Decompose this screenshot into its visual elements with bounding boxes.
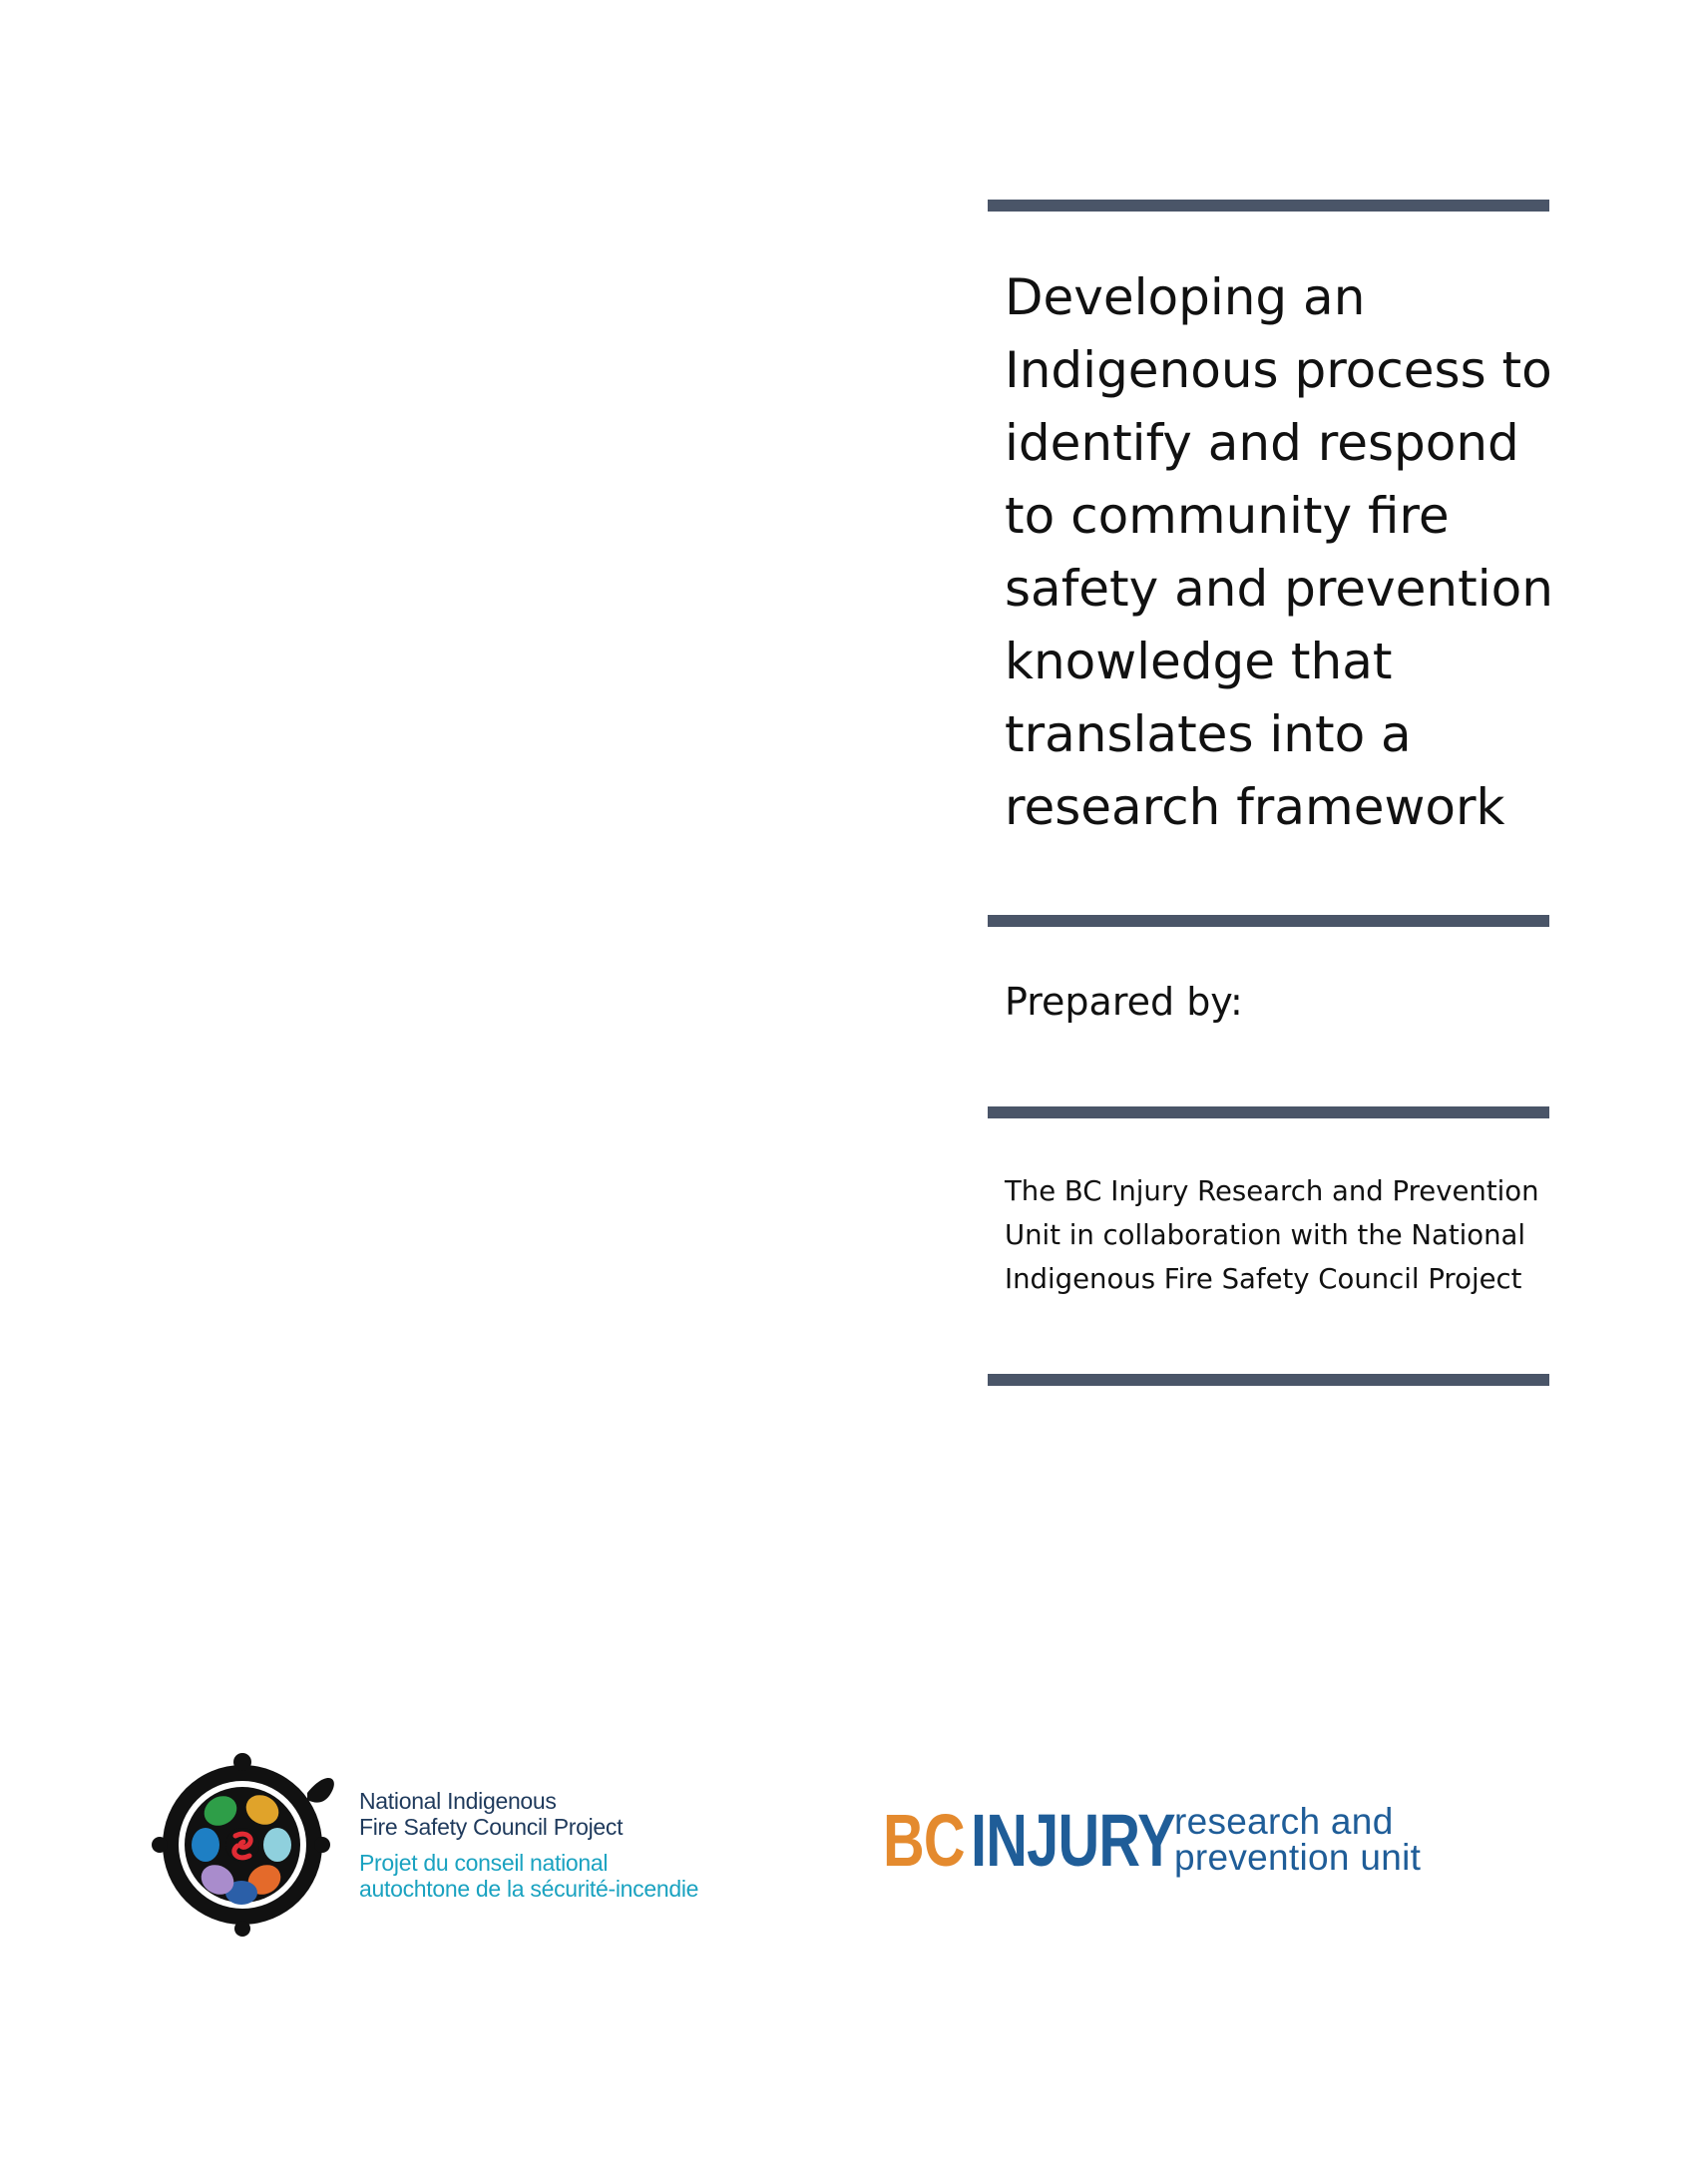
title-line: research framework — [1005, 778, 1505, 836]
prepared-by-organizations — [1005, 1169, 1563, 1301]
title-line: to community fire — [1005, 487, 1450, 545]
title-line: translates into a — [1005, 705, 1412, 763]
nifsc-name-line: Projet du conseil national — [359, 1850, 609, 1876]
injury-logo-word: INJURY — [971, 1799, 1175, 1882]
top-divider-rule — [988, 200, 1549, 212]
organization-line: The BC Injury Research and Prevention — [1005, 1175, 1539, 1207]
bc-injury-subtitle-line: research and — [1174, 1801, 1394, 1842]
bottom-divider-rule — [988, 1374, 1549, 1386]
turtle-medicine-wheel-logo-icon — [148, 1748, 337, 1938]
bc-injury-subtitle-line: prevention unit — [1174, 1837, 1422, 1878]
title-bottom-divider-rule — [988, 915, 1549, 927]
organization-line: Indigenous Fire Safety Council Project — [1005, 1263, 1522, 1295]
bc-injury-subtitle — [1174, 1801, 1422, 1878]
prepared-by-divider-rule — [988, 1106, 1549, 1118]
nifsc-name-line: National Indigenous — [359, 1788, 557, 1814]
nifsc-name-line: Fire Safety Council Project — [359, 1814, 624, 1840]
bc-injury-logo — [883, 1796, 1442, 1886]
title-line: identify and respond — [1005, 414, 1519, 472]
bc-logo-word: BC — [883, 1799, 965, 1882]
title-line: Developing an — [1005, 268, 1366, 326]
nifsc-wordmark — [359, 1788, 698, 1902]
prepared-by-label: Prepared by: — [1005, 980, 1243, 1024]
nifsc-name-english — [359, 1788, 698, 1840]
nifsc-name-line: autochtone de la sécurité-incendie — [359, 1876, 699, 1902]
title-line: safety and prevention — [1005, 560, 1553, 618]
title-line: Indigenous process to — [1005, 341, 1552, 399]
document-title — [1005, 261, 1563, 844]
title-line: knowledge that — [1005, 633, 1393, 690]
organization-line: Unit in collaboration with the National — [1005, 1219, 1526, 1251]
nifsc-name-french — [359, 1850, 698, 1902]
